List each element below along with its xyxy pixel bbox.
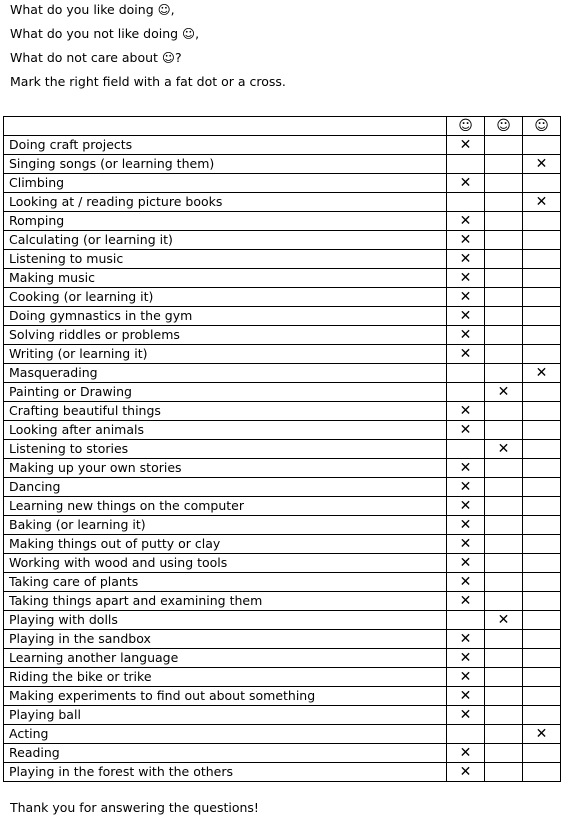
activity-label: Crafting beautiful things [4, 402, 447, 421]
mark-cell-dislike[interactable] [485, 307, 523, 326]
mark-cell-dontcare[interactable] [523, 611, 561, 630]
cross-mark-icon: ✕ [459, 137, 472, 153]
activity-label: Riding the bike or trike [4, 668, 447, 687]
mark-cell-like[interactable] [447, 307, 485, 326]
mark-cell-like[interactable] [447, 250, 485, 269]
table-row [4, 402, 561, 421]
cross-mark-icon: ✕ [459, 707, 472, 723]
activity-label: Cooking (or learning it) [4, 288, 447, 307]
header-dontcare-face-icon: ☺ [523, 117, 561, 136]
activity-label: Playing ball [4, 706, 447, 725]
activity-label: Playing with dolls [4, 611, 447, 630]
activity-label: Looking after animals [4, 421, 447, 440]
cross-mark-icon: ✕ [459, 498, 472, 514]
mark-cell-dislike[interactable] [485, 345, 523, 364]
cross-mark-icon: ✕ [459, 517, 472, 533]
mark-cell-like[interactable] [447, 326, 485, 345]
activity-label: Learning new things on the computer [4, 497, 447, 516]
activity-label: Listening to stories [4, 440, 447, 459]
mark-cell-dislike[interactable] [485, 592, 523, 611]
table-row [4, 212, 561, 231]
table-row [4, 763, 561, 782]
mark-cell-dontcare[interactable] [523, 326, 561, 345]
cross-mark-icon: ✕ [535, 726, 548, 742]
mark-cell-dontcare[interactable] [523, 155, 561, 174]
table-row [4, 136, 561, 155]
activity-label: Masquerading [4, 364, 447, 383]
mark-cell-like[interactable] [447, 725, 485, 744]
mark-cell-like[interactable] [447, 497, 485, 516]
table-row [4, 516, 561, 535]
table-row [4, 459, 561, 478]
mark-cell-dislike[interactable] [485, 288, 523, 307]
mark-cell-like[interactable] [447, 383, 485, 402]
mark-cell-like[interactable] [447, 687, 485, 706]
mark-cell-like[interactable] [447, 345, 485, 364]
mark-cell-dontcare[interactable] [523, 516, 561, 535]
activity-label: Learning another language [4, 649, 447, 668]
table-row [4, 326, 561, 345]
table-row [4, 440, 561, 459]
instruction-dontcare: What do not care about ☺? [10, 50, 182, 65]
mark-cell-dislike[interactable] [485, 649, 523, 668]
mark-cell-dislike[interactable] [485, 440, 523, 459]
activity-label: Painting or Drawing [4, 383, 447, 402]
table-row [4, 288, 561, 307]
mark-cell-dontcare[interactable] [523, 706, 561, 725]
mark-cell-dislike[interactable] [485, 174, 523, 193]
mark-cell-dontcare[interactable] [523, 573, 561, 592]
activity-label: Listening to music [4, 250, 447, 269]
mark-cell-dontcare[interactable] [523, 687, 561, 706]
table-row [4, 554, 561, 573]
mark-cell-dislike[interactable] [485, 725, 523, 744]
mark-cell-like[interactable] [447, 763, 485, 782]
cross-mark-icon: ✕ [459, 289, 472, 305]
table-row [4, 535, 561, 554]
mark-cell-like[interactable] [447, 592, 485, 611]
mark-cell-dislike[interactable] [485, 763, 523, 782]
activity-label: Working with wood and using tools [4, 554, 447, 573]
table-row [4, 421, 561, 440]
cross-mark-icon: ✕ [497, 384, 510, 400]
mark-cell-dontcare[interactable] [523, 307, 561, 326]
activity-label: Solving riddles or problems [4, 326, 447, 345]
activity-label: Taking things apart and examining them [4, 592, 447, 611]
mark-cell-dontcare[interactable] [523, 554, 561, 573]
mark-cell-like[interactable] [447, 478, 485, 497]
mark-cell-dislike[interactable] [485, 554, 523, 573]
mark-cell-dontcare[interactable] [523, 212, 561, 231]
mark-cell-dislike[interactable] [485, 212, 523, 231]
mark-cell-dislike[interactable] [485, 573, 523, 592]
mark-cell-like[interactable] [447, 611, 485, 630]
cross-mark-icon: ✕ [459, 631, 472, 647]
mark-cell-like[interactable] [447, 535, 485, 554]
activity-label: Taking care of plants [4, 573, 447, 592]
cross-mark-icon: ✕ [459, 232, 472, 248]
mark-cell-dislike[interactable] [485, 383, 523, 402]
cross-mark-icon: ✕ [459, 574, 472, 590]
mark-cell-dontcare[interactable] [523, 402, 561, 421]
activity-label: Romping [4, 212, 447, 231]
cross-mark-icon: ✕ [459, 688, 472, 704]
cross-mark-icon: ✕ [459, 422, 472, 438]
mark-cell-dontcare[interactable] [523, 193, 561, 212]
mark-cell-dontcare[interactable] [523, 288, 561, 307]
cross-mark-icon: ✕ [497, 612, 510, 628]
mark-cell-dislike[interactable] [485, 193, 523, 212]
mark-cell-like[interactable] [447, 744, 485, 763]
mark-cell-dontcare[interactable] [523, 744, 561, 763]
mark-cell-dislike[interactable] [485, 516, 523, 535]
table-row [4, 630, 561, 649]
activity-label: Playing in the sandbox [4, 630, 447, 649]
mark-cell-dontcare[interactable] [523, 364, 561, 383]
cross-mark-icon: ✕ [459, 555, 472, 571]
table-row [4, 668, 561, 687]
table-row [4, 269, 561, 288]
mark-cell-dontcare[interactable] [523, 174, 561, 193]
cross-mark-icon: ✕ [459, 403, 472, 419]
mark-cell-dislike[interactable] [485, 630, 523, 649]
mark-cell-dislike[interactable] [485, 155, 523, 174]
mark-cell-like[interactable] [447, 573, 485, 592]
mark-cell-dontcare[interactable] [523, 535, 561, 554]
activity-label: Doing craft projects [4, 136, 447, 155]
mark-cell-like[interactable] [447, 269, 485, 288]
mark-cell-dislike[interactable] [485, 668, 523, 687]
mark-cell-dontcare[interactable] [523, 250, 561, 269]
mark-cell-dislike[interactable] [485, 421, 523, 440]
mark-cell-dontcare[interactable] [523, 459, 561, 478]
mark-cell-dontcare[interactable] [523, 345, 561, 364]
activity-label: Climbing [4, 174, 447, 193]
table-row [4, 364, 561, 383]
activity-label: Making experiments to find out about something [4, 687, 447, 706]
mark-cell-dontcare[interactable] [523, 383, 561, 402]
mark-cell-dontcare[interactable] [523, 478, 561, 497]
table-row [4, 383, 561, 402]
mark-cell-dislike[interactable] [485, 250, 523, 269]
mark-cell-dontcare[interactable] [523, 136, 561, 155]
mark-cell-like[interactable] [447, 155, 485, 174]
activity-label: Acting [4, 725, 447, 744]
header-dislike-face-icon: ☺ [485, 117, 523, 136]
cross-mark-icon: ✕ [459, 460, 472, 476]
mark-cell-dontcare[interactable] [523, 592, 561, 611]
mark-cell-dontcare[interactable] [523, 440, 561, 459]
mark-cell-dislike[interactable] [485, 231, 523, 250]
activity-label: Making music [4, 269, 447, 288]
mark-cell-dontcare[interactable] [523, 421, 561, 440]
activity-label: Doing gymnastics in the gym [4, 307, 447, 326]
table-row [4, 250, 561, 269]
mark-cell-dontcare[interactable] [523, 231, 561, 250]
mark-cell-dontcare[interactable] [523, 269, 561, 288]
mark-cell-dontcare[interactable] [523, 649, 561, 668]
table-row [4, 155, 561, 174]
table-row [4, 478, 561, 497]
header-like-face-icon: ☺ [447, 117, 485, 136]
table-row [4, 174, 561, 193]
mark-cell-like[interactable] [447, 459, 485, 478]
cross-mark-icon: ✕ [459, 327, 472, 343]
mark-cell-like[interactable] [447, 231, 485, 250]
activity-label: Reading [4, 744, 447, 763]
mark-cell-like[interactable] [447, 516, 485, 535]
activity-label: Making things out of putty or clay [4, 535, 447, 554]
cross-mark-icon: ✕ [459, 270, 472, 286]
mark-cell-dontcare[interactable] [523, 497, 561, 516]
cross-mark-icon: ✕ [459, 669, 472, 685]
table-row [4, 193, 561, 212]
activity-label: Calculating (or learning it) [4, 231, 447, 250]
mark-cell-dislike[interactable] [485, 459, 523, 478]
table-row [4, 744, 561, 763]
instruction-dislike: What do you not like doing ☺, [10, 26, 200, 41]
mark-cell-like[interactable] [447, 174, 485, 193]
activity-label: Singing songs (or learning them) [4, 155, 447, 174]
table-row [4, 573, 561, 592]
cross-mark-icon: ✕ [497, 441, 510, 457]
mark-cell-like[interactable] [447, 630, 485, 649]
mark-cell-dontcare[interactable] [523, 763, 561, 782]
activity-survey-table [3, 116, 561, 782]
mark-cell-dislike[interactable] [485, 687, 523, 706]
cross-mark-icon: ✕ [459, 175, 472, 191]
mark-cell-dislike[interactable] [485, 478, 523, 497]
mark-cell-like[interactable] [447, 706, 485, 725]
mark-cell-like[interactable] [447, 193, 485, 212]
mark-cell-dislike[interactable] [485, 269, 523, 288]
instruction-like: What do you like doing ☺, [10, 2, 175, 17]
cross-mark-icon: ✕ [459, 764, 472, 780]
table-row [4, 725, 561, 744]
instructions [10, 1, 286, 97]
mark-cell-dontcare[interactable] [523, 725, 561, 744]
cross-mark-icon: ✕ [459, 479, 472, 495]
mark-cell-dislike[interactable] [485, 136, 523, 155]
mark-cell-dislike[interactable] [485, 326, 523, 345]
mark-cell-dontcare[interactable] [523, 668, 561, 687]
mark-cell-like[interactable] [447, 668, 485, 687]
mark-cell-dislike[interactable] [485, 706, 523, 725]
header-activity [4, 117, 447, 136]
activity-label: Playing in the forest with the others [4, 763, 447, 782]
mark-cell-like[interactable] [447, 649, 485, 668]
cross-mark-icon: ✕ [459, 650, 472, 666]
activity-label: Writing (or learning it) [4, 345, 447, 364]
activity-label: Dancing [4, 478, 447, 497]
cross-mark-icon: ✕ [459, 745, 472, 761]
cross-mark-icon: ✕ [459, 251, 472, 267]
mark-cell-like[interactable] [447, 402, 485, 421]
cross-mark-icon: ✕ [459, 213, 472, 229]
mark-cell-dislike[interactable] [485, 744, 523, 763]
mark-cell-like[interactable] [447, 212, 485, 231]
cross-mark-icon: ✕ [535, 365, 548, 381]
mark-cell-like[interactable] [447, 440, 485, 459]
mark-cell-like[interactable] [447, 288, 485, 307]
mark-cell-dislike[interactable] [485, 364, 523, 383]
table-row [4, 345, 561, 364]
table-row [4, 592, 561, 611]
table-row [4, 706, 561, 725]
mark-cell-dontcare[interactable] [523, 630, 561, 649]
mark-cell-dislike[interactable] [485, 535, 523, 554]
table-header-row [4, 117, 561, 136]
cross-mark-icon: ✕ [459, 536, 472, 552]
table-row [4, 231, 561, 250]
mark-cell-dislike[interactable] [485, 402, 523, 421]
mark-cell-like[interactable] [447, 554, 485, 573]
mark-cell-like[interactable] [447, 136, 485, 155]
activity-label: Looking at / reading picture books [4, 193, 447, 212]
activity-label: Making up your own stories [4, 459, 447, 478]
thank-you-note: Thank you for answering the questions! [10, 800, 259, 815]
cross-mark-icon: ✕ [459, 593, 472, 609]
table-row [4, 611, 561, 630]
instruction-mark: Mark the right field with a fat dot or a cross. [10, 74, 286, 89]
activity-label: Baking (or learning it) [4, 516, 447, 535]
table-row [4, 649, 561, 668]
cross-mark-icon: ✕ [459, 346, 472, 362]
cross-mark-icon: ✕ [535, 156, 548, 172]
mark-cell-like[interactable] [447, 364, 485, 383]
cross-mark-icon: ✕ [535, 194, 548, 210]
mark-cell-like[interactable] [447, 421, 485, 440]
mark-cell-dislike[interactable] [485, 611, 523, 630]
table-row [4, 307, 561, 326]
cross-mark-icon: ✕ [459, 308, 472, 324]
table-row [4, 687, 561, 706]
activity-rows [4, 136, 561, 782]
table-row [4, 497, 561, 516]
mark-cell-dislike[interactable] [485, 497, 523, 516]
